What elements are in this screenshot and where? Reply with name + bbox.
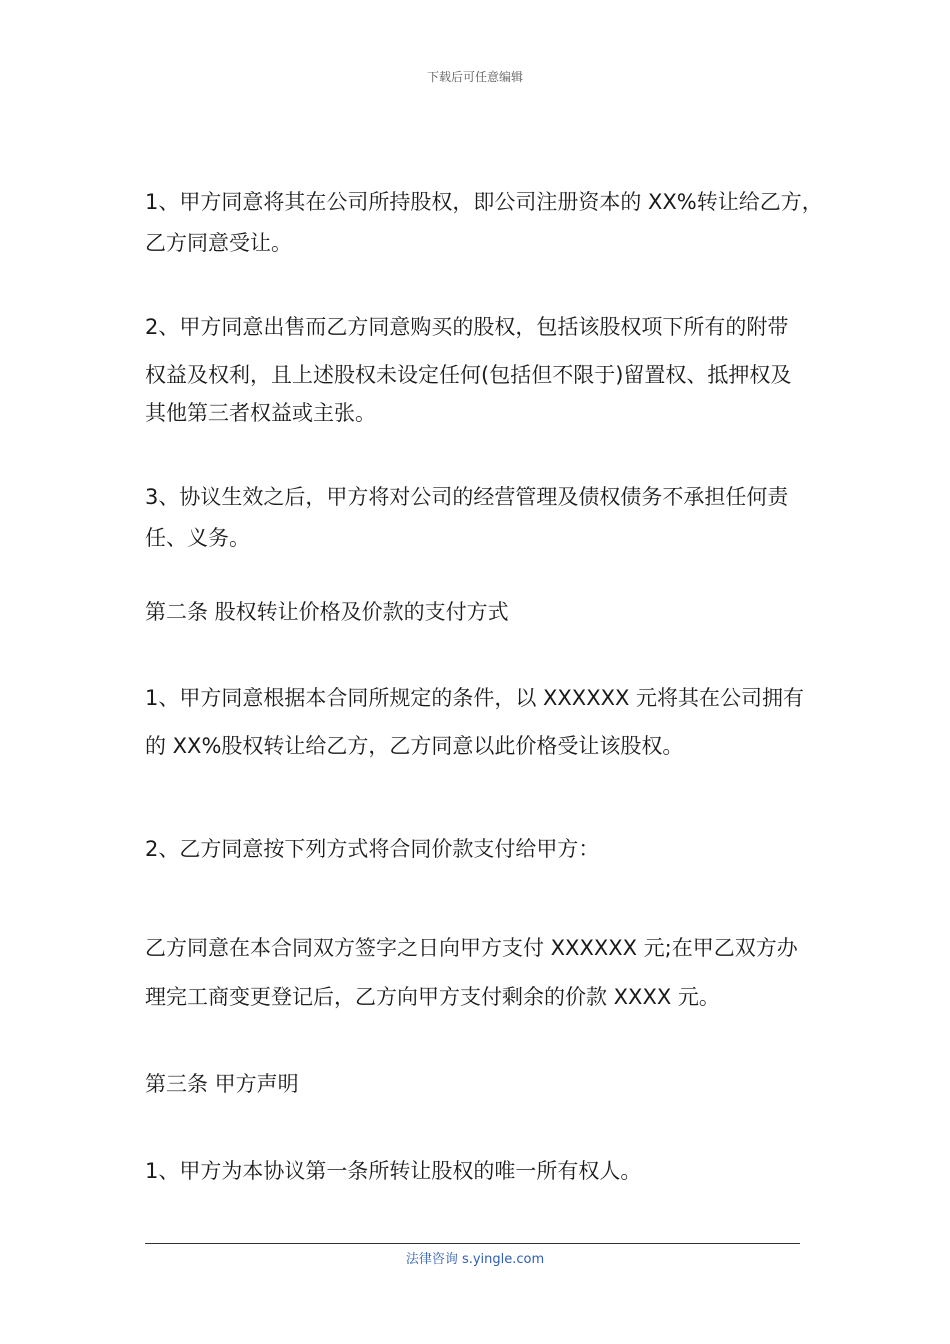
clause-1-1-line-2: 乙方同意受让。 — [145, 231, 292, 255]
article-3-heading: 第三条 甲方声明 — [145, 1072, 299, 1096]
clause-1-3-line-1: 3、协议生效之后，甲方将对公司的经营管理及债权债务不承担任何责 — [145, 485, 789, 509]
footer-legal-link[interactable]: 法律咨询 s.yingle.com — [405, 1252, 545, 1267]
clause-2-1-line-1: 1、甲方同意根据本合同所规定的条件，以 XXXXXX 元将其在公司拥有 — [145, 686, 805, 710]
clause-1-2-line-2: 权益及权利，且上述股权未设定任何(包括但不限于)留置权、抵押权及 — [145, 363, 792, 387]
clause-3-1-line: 1、甲方为本协议第一条所转让股权的唯一所有权人。 — [145, 1159, 642, 1183]
clause-2-1-line-2: 的 XX%股权转让给乙方，乙方同意以此价格受让该股权。 — [145, 734, 684, 758]
payment-terms-line-2: 理完工商变更登记后，乙方向甲方支付剩余的价款 XXXX 元。 — [145, 985, 720, 1009]
article-2-heading: 第二条 股权转让价格及价款的支付方式 — [145, 600, 509, 624]
clause-1-2-line-1: 2、甲方同意出售而乙方同意购买的股权，包括该股权项下所有的附带 — [145, 315, 789, 339]
payment-terms-line-1: 乙方同意在本合同双方签字之日向甲方支付 XXXXXX 元;在甲乙双方办 — [145, 936, 798, 960]
clause-1-2-line-3: 其他第三者权益或主张。 — [145, 401, 376, 425]
clause-1-3-line-2: 任、义务。 — [145, 526, 250, 550]
clause-2-2-line: 2、乙方同意按下列方式将合同价款支付给甲方： — [145, 837, 600, 861]
clause-1-1-line-1: 1、甲方同意将其在公司所持股权，即公司注册资本的 XX%转让给乙方， — [145, 190, 823, 214]
footer-divider — [145, 1243, 800, 1244]
page-header-note: 下载后可任意编辑 — [426, 70, 523, 84]
